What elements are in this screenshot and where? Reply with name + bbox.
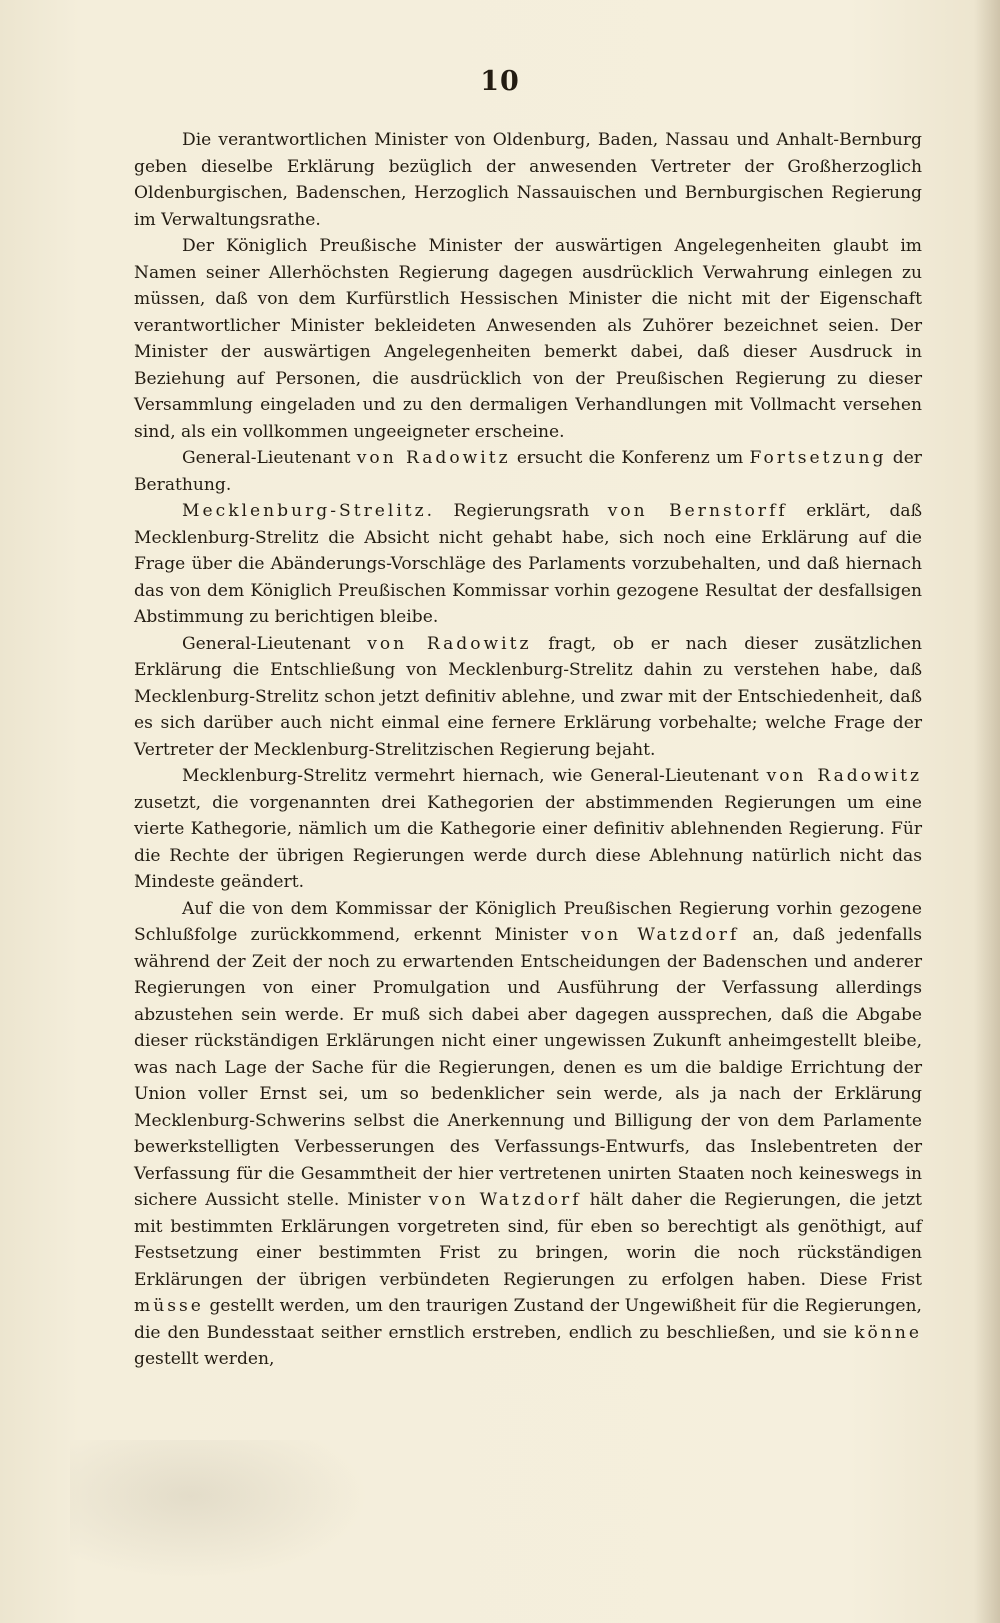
- text-run: der Berathung.: [134, 448, 922, 495]
- text-run: General-Lieutenant: [182, 448, 357, 468]
- emphasized-text: von Radowitz: [766, 766, 922, 786]
- paragraph: [134, 763, 922, 896]
- text-run: hält daher die Regierungen, die jetzt mit bestimmten Erklärungen vorgetreten sind, für eben so berechtigt als genöthigt, auf Festsetzung einer bestimmten Frist zu bringen, worin die noch rückständigen Erklärungen der übrigen verbündeten Regierungen zu erfolgen haben. Diese Frist: [134, 1190, 922, 1290]
- text-run: gestellt werden, um den traurigen Zustand der Ungewißheit für die Regierungen, die den Bundesstaat seither ernstlich erstreben, endlich zu beschließen, und sie: [134, 1296, 922, 1343]
- text-run: gestellt werden,: [134, 1349, 275, 1369]
- emphasized-text: müsse: [134, 1296, 204, 1316]
- text-run: Der Königlich Preußische Minister der auswärtigen Angelegenheiten glaubt im Namen seiner Allerhöchsten Regierung dagegen ausdrücklich Verwahrung einlegen zu müssen, daß von dem Kurfürstlich Hessischen Minister die nicht mit der Eigenschaft verantwortlicher Minister bekleideten Anwesenden als Zuhörer bezeichnet seien. Der Minister der auswärtigen Angelegenheiten bemerkt dabei, daß dieser Ausdruck in Beziehung auf Personen, die ausdrücklich von der Preußischen Regierung zu dieser Versammlung eingeladen und zu den dermaligen Verhandlungen mit Vollmacht versehen sind, als ein vollkommen ungeeigneter erscheine.: [134, 236, 922, 442]
- emphasized-text: von Watzdorf: [428, 1190, 582, 1210]
- text-run: General-Lieutenant: [182, 633, 368, 654]
- text-run: ersucht die Konferenz um: [510, 448, 750, 468]
- text-run: fragt, ob er nach dieser zusätzlichen Erklärung die Entschließung von Mecklenburg-Strelitz dahin zu verstehen habe, daß Mecklenburg-Strelitz schon jetzt definitiv ablehne, und zwar mit der Entschiedenheit, daß es sich darüber auch nicht einmal eine fernere Erklärung vorbehalte; welche Frage der Vertreter der Mecklenburg-Strelitzischen Regierung bejaht.: [134, 633, 922, 760]
- emphasized-text: Mecklenburg-Strelitz.: [182, 501, 436, 521]
- text-run: zusetzt, die vorgenannten drei Kathegorien der abstimmenden Regierungen um eine vierte Kathegorie, nämlich um die Kathegorie einer definitiv ablehnenden Regierung. Für die Rechte der übrigen Regierungen werde durch diese Ablehnung natürlich nicht das Mindeste geändert.: [134, 792, 922, 892]
- text-run: Regierungsrath: [435, 501, 608, 521]
- paragraph: [134, 127, 922, 233]
- text-run: Auf die von dem Kommissar der Königlich Preußischen Regierung vorhin gezogene Schlußfolge zurückkommend, erkennt Minister: [134, 898, 922, 945]
- emphasized-text: von Radowitz: [367, 633, 532, 654]
- text-run: erklärt, daß Mecklenburg-Strelitz die Absicht nicht gehabt habe, sich noch eine Erklärung auf die Frage über die Abänderungs-Vorschläge des Parlaments vorzubehalten, und daß hiernach das von dem Königlich Preußischen Kommissar vorhin gezogene Resultat der desfallsigen Abstimmung zu berichtigen bleibe.: [134, 501, 922, 627]
- emphasized-text: könne: [854, 1322, 922, 1343]
- emphasized-text: von Bernstorff: [607, 501, 788, 521]
- paragraph: [134, 233, 922, 445]
- emphasized-text: von Radowitz: [356, 448, 511, 468]
- body-text: [134, 127, 922, 1373]
- text-run: Die verantwortlichen Minister von Oldenburg, Baden, Nassau und Anhalt-Bernburg geben dieselbe Erklärung bezüglich der anwesenden Vertreter der Großherzoglich Oldenburgischen, Badenschen, Herzoglich Nassauischen und Bernburgischen Regierung im Verwaltungsrathe.: [134, 130, 922, 230]
- text-run: an, daß jedenfalls während der Zeit der noch zu erwartenden Entscheidungen der Badenschen und anderer Regierungen von einer Promulgation und Ausführung der Verfassung allerdings abzustehen sein werde. Er muß sich dabei aber dagegen aussprechen, daß die Abgabe dieser rückständigen Erklärungen nicht einer ungewissen Zukunft anheimgestellt bleibe, was nach Lage der Sache für die Regierungen, denen es um die baldige Errichtung der Union voller Ernst sei, um so bedenklicher sein werde, als ja nach der Erklärung Mecklenburg-Schwerins selbst die Anerkennung und Billigung der von dem Parlamente bewerkstelligten Verbesserungen des Verfassungs-Entwurfs, das Inslebentreten der Verfassung für die Gesammtheit der hier vertretenen unirten Staaten noch keineswegs in sichere Aussicht stelle. Minister: [134, 925, 922, 1210]
- text-run: Mecklenburg-Strelitz vermehrt hiernach, wie General-Lieutenant: [182, 766, 767, 786]
- emphasized-text: von Watzdorf: [581, 925, 740, 945]
- emphasized-text: Fortsetzung: [749, 448, 887, 468]
- page-edge-shadow: [974, 0, 1000, 1623]
- paragraph: [134, 445, 922, 498]
- page-number: 10: [480, 66, 520, 97]
- paragraph: [134, 631, 922, 764]
- paragraph: [134, 498, 922, 631]
- paper-stain: [70, 1440, 370, 1580]
- paragraph: [134, 896, 922, 1373]
